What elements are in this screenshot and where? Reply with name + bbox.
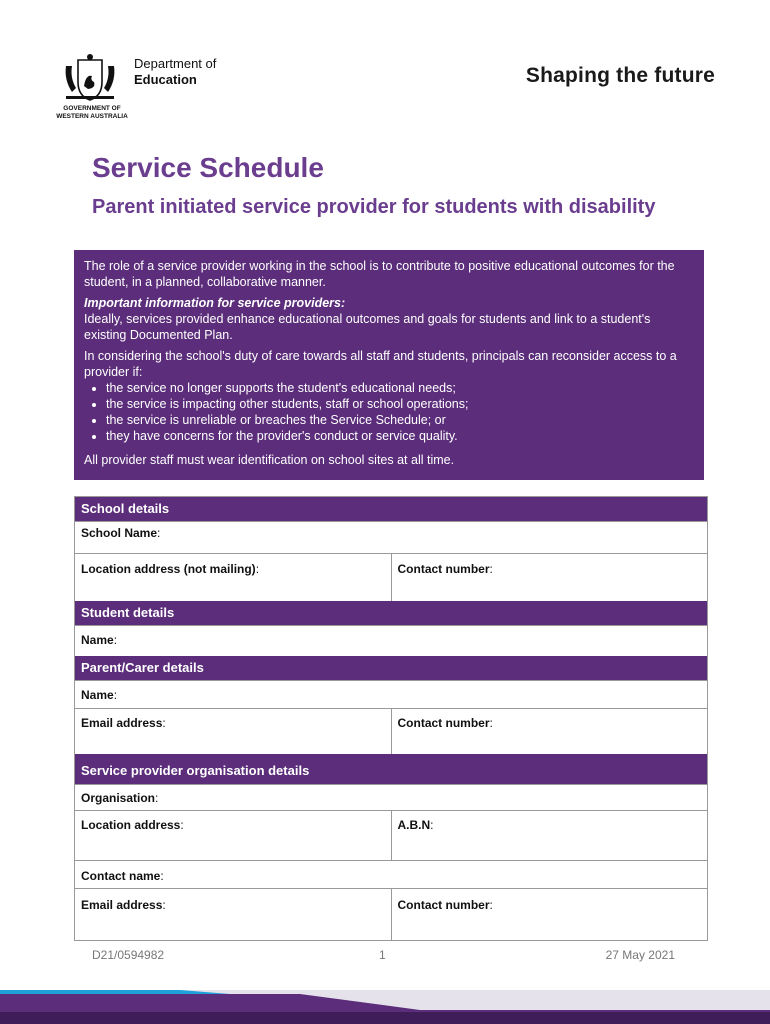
provider-location-field[interactable]: Location address: xyxy=(81,818,184,832)
info-panel xyxy=(74,250,704,480)
important-text: Ideally, services provided enhance educational outcomes and goals for students and link to a student's existing Documented Plan. xyxy=(84,312,651,342)
department-logo xyxy=(54,50,244,122)
important-label: Important information for service providers: xyxy=(84,296,346,310)
wa-crest-icon xyxy=(60,52,120,104)
details-form xyxy=(74,496,708,941)
school-details-heading: School details xyxy=(75,497,707,521)
parent-email-field[interactable]: Email address: xyxy=(81,716,166,730)
list-item: • they have concerns for the provider's conduct or service quality. xyxy=(106,428,694,444)
page-number: 1 xyxy=(379,948,386,962)
student-name-field[interactable]: Name: xyxy=(81,633,118,647)
list-item: • the service is unreliable or breaches the Service Schedule; or xyxy=(106,412,694,428)
school-contact-number-field[interactable]: Contact number: xyxy=(391,554,708,601)
school-location-field[interactable]: Location address (not mailing): xyxy=(81,562,260,576)
abn-field[interactable]: A.B.N: xyxy=(391,811,708,860)
page-subtitle: Parent initiated service provider for students with disability xyxy=(92,196,656,218)
school-name-field[interactable]: School Name: xyxy=(81,526,161,540)
provider-email-field[interactable]: Email address: xyxy=(81,898,166,912)
contact-name-field[interactable]: Contact name: xyxy=(81,869,164,883)
parent-contact-number-field[interactable]: Contact number: xyxy=(391,709,708,754)
duty-text: In considering the school's duty of care towards all staff and students, principals can reconsider access to a provider if: xyxy=(84,349,677,379)
department-name-line2: Education xyxy=(134,72,197,87)
list-item: • the service is impacting other students, staff or school operations; xyxy=(106,396,694,412)
student-details-heading: Student details xyxy=(75,601,707,625)
organisation-field[interactable]: Organisation: xyxy=(81,791,159,805)
info-intro: The role of a service provider working in the school is to contribute to positive educational outcomes for the student, in a planned, collaborative manner. xyxy=(84,259,675,289)
tagline: Shaping the future xyxy=(525,64,715,87)
provider-details-heading: Service provider organisation details xyxy=(75,754,707,784)
closing-text: All provider staff must wear identification on school sites at all time. xyxy=(84,453,455,467)
parent-name-field[interactable]: Name: xyxy=(81,688,118,702)
government-line1: GOVERNMENT OF xyxy=(63,105,121,112)
provider-contact-number-field[interactable]: Contact number: xyxy=(391,889,708,940)
list-item: • the service no longer supports the student's educational needs; xyxy=(106,380,694,396)
document-id: D21/0594982 xyxy=(92,948,165,962)
page-title: Service Schedule xyxy=(92,152,324,183)
reconsider-list xyxy=(84,380,694,444)
document-date: 27 May 2021 xyxy=(605,948,675,962)
government-line2: WESTERN AUSTRALIA xyxy=(56,113,128,120)
footer-wave-decoration xyxy=(0,990,770,1024)
parent-details-heading: Parent/Carer details xyxy=(75,656,707,680)
department-name-line1: Department of xyxy=(134,56,217,71)
